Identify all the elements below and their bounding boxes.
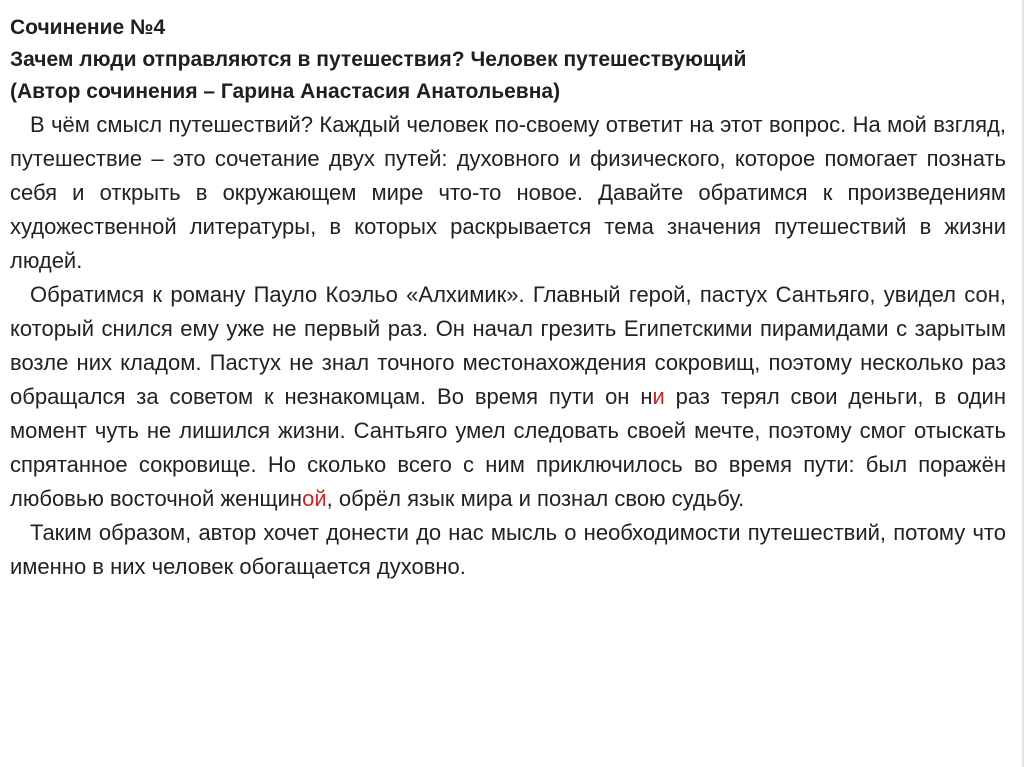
paragraph-conclusion: Таким образом, автор хочет донести до нас мысль о необходимости путешествий, потому что именно в них человек обогащается духовно. <box>10 520 1006 579</box>
paragraph-text: раз терял свои деньги, в один момент чуть не лишился жизни. Сантьяго умел следовать своей мечте, поэтому смог отыскать спрятанное сокровище. Но сколько всего с ним приключилось во время пути: был поражён любовью восточной женщин <box>10 384 1006 511</box>
correction-mark: ой <box>302 486 327 511</box>
essay-topic: Зачем люди отправляются в путешествия? Человек путешествующий <box>10 48 747 71</box>
paragraph-intro: В чём смысл путешествий? Каждый человек по-своему ответит на этот вопрос. На мой взгляд, путешествие – это сочетание двух путей: духовного и физического, которое помогает познать себя и открыть в окружающем мире что-то новое. Давайте обратимся к произведениям художественной литературы, в которых раскрывается тема значения путешествий в жизни людей. <box>10 112 1006 273</box>
essay-content <box>10 12 1006 584</box>
correction-mark: и <box>652 384 665 409</box>
essay-title: Сочинение №4 <box>10 16 166 39</box>
paragraph-text: Обратимся к роману Пауло Коэльо «Алхимик». Главный герой, пастух Сантьяго, увидел сон, который снился ему уже не первый раз. Он начал грезить Египетскими пирамидами с зарытым возле них кладом. Пастух не знал точного местонахождения сокровищ, поэтому несколько раз обращался за советом к незнакомцам. Во время пути он н <box>10 282 1006 409</box>
essay-author: (Автор сочинения – Гарина Анастасия Анатольевна) <box>10 80 561 103</box>
paragraph-text: , обрёл язык мира и познал свою судьбу. <box>326 486 745 511</box>
paragraph-alchemist <box>10 278 1006 516</box>
